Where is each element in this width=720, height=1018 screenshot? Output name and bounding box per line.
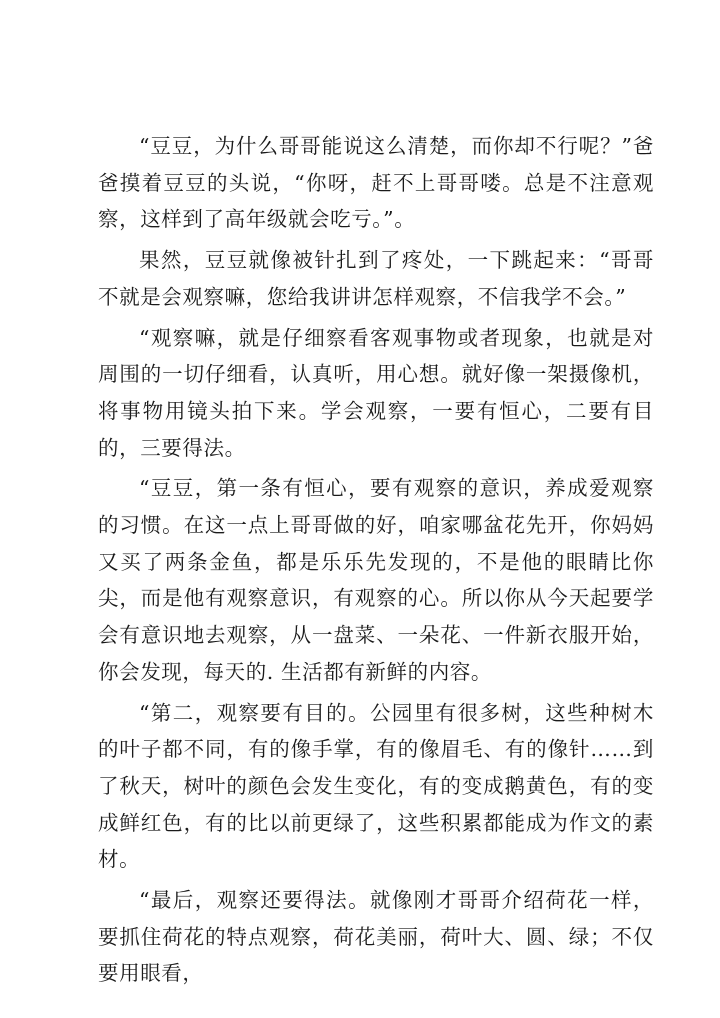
paragraph-5: “第二，观察要有目的。公园里有很多树，这些种树木的叶子都不同，有的像手掌，有的像眉毛、有的像针……到了秋天，树叶的颜色会发生变化，有的变成鹅黄色，有的变成鲜红色，有的比以前更绿了，这些积累都能成为作文的素材。 (98, 700, 654, 872)
paragraph-1: “豆豆，为什么哥哥能说这么清楚，而你却不行呢？”爸爸摸着豆豆的头说，“你呀，赶不上哥哥喽。总是不注意观察，这样到了高年级就会吃亏。”。 (98, 134, 654, 232)
paragraph-4: “豆豆，第一条有恒心，要有观察的意识，养成爱观察的习惯。在这一点上哥哥做的好，咱家哪盆花先开，你妈妈又买了两条金鱼，都是乐乐先发现的，不是他的眼睛比你尖，而是他有观察意识，有观察的心。所以你从今天起要学会有意识地去观察，从一盘菜、一朵花、一件新衣服开始，你会发现，每天的. 生活都有新鲜的内容。 (98, 476, 654, 684)
document-page (98, 128, 654, 996)
paragraph-6: “最后，观察还要得法。就像刚才哥哥介绍荷花一样，要抓住荷花的特点观察，荷花美丽，荷叶大、圆、绿；不仅要用眼看， (98, 888, 654, 986)
paragraph-2: 果然，豆豆就像被针扎到了疼处，一下跳起来：“哥哥不就是会观察嘛，您给我讲讲怎样观察，不信我学不会。” (98, 248, 654, 309)
paragraph-3: “观察嘛，就是仔细察看客观事物或者现象，也就是对周围的一切仔细看，认真听，用心想。就好像一架摄像机，将事物用镜头拍下来。学会观察，一要有恒心，二要有目的，三要得法。 (98, 325, 654, 460)
